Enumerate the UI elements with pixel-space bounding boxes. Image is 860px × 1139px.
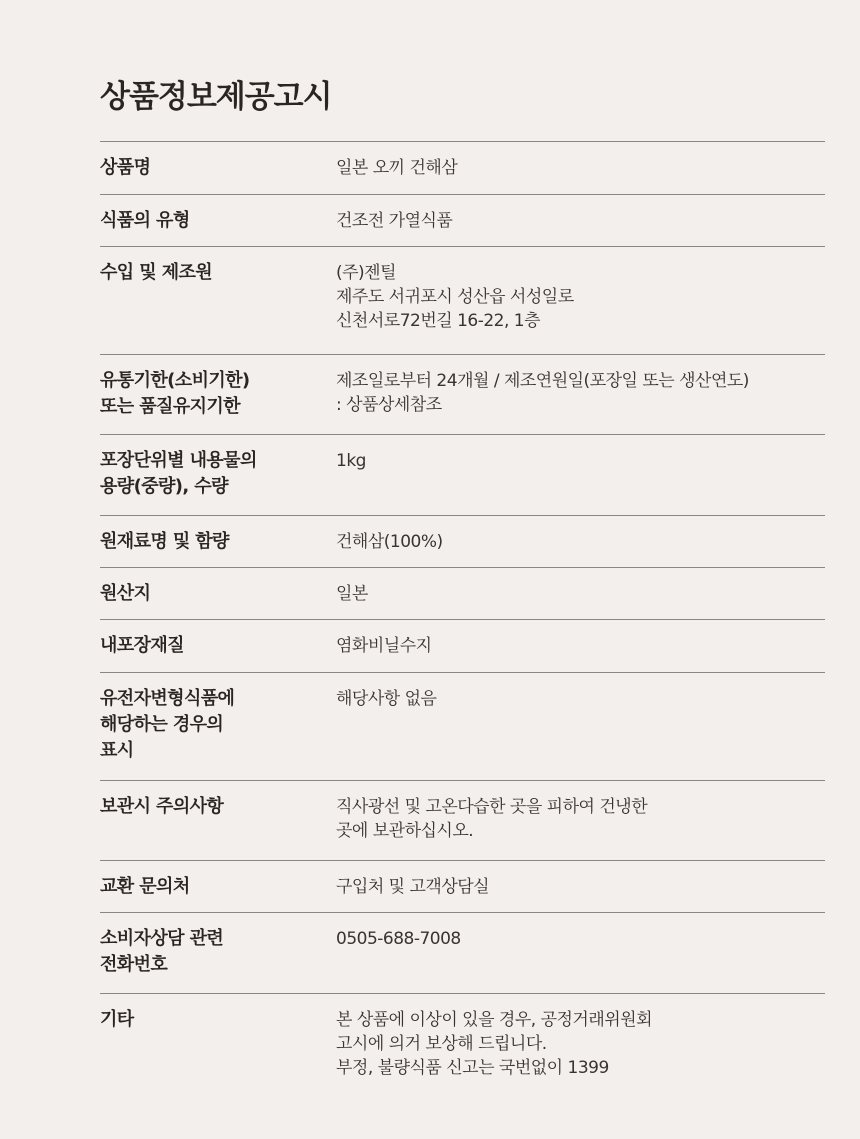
row-label: 교환 문의처 (100, 876, 190, 897)
row-value: 해당사항 없음 (336, 689, 437, 709)
row-label: 내포장재질 (100, 635, 184, 656)
row-value: (주)젠틸 제주도 서귀포시 성산읍 서성일로 신천서로72번길 16-22, 1층 (336, 263, 574, 331)
table-row (100, 354, 825, 434)
row-value: 일본 (336, 584, 368, 604)
table-row (100, 434, 825, 515)
row-value: 제조일로부터 24개월 / 제조연원일(포장일 또는 생산연도) : 상품상세참조 (336, 371, 749, 415)
table-row (100, 567, 825, 619)
table-row (100, 194, 825, 246)
page-title: 상품정보제공고시 (100, 79, 332, 115)
row-value: 일본 오끼 건해삼 (336, 158, 458, 178)
row-label: 식품의 유형 (100, 210, 190, 231)
table-row (100, 619, 825, 672)
row-value: 구입처 및 고객상담실 (336, 877, 490, 897)
row-label: 원재료명 및 함량 (100, 531, 229, 552)
row-label: 소비자상담 관련 전화번호 (100, 928, 224, 975)
table-row (100, 912, 825, 993)
row-label: 유통기한(소비기한) 또는 품질유지기한 (100, 370, 250, 417)
table-row (100, 672, 825, 780)
row-label: 유전자변형식품에 해당하는 경우의 표시 (100, 688, 235, 761)
row-value: 건조전 가열식품 (336, 211, 453, 231)
product-info-table (100, 141, 825, 1093)
row-value: 본 상품에 이상이 있을 경우, 공정거래위원회 고시에 의거 보상해 드립니다. 부정, 불량식품 신고는 국번없이 1399 (336, 1010, 653, 1078)
row-label: 상품명 (100, 157, 151, 178)
row-value: 1kg (336, 451, 366, 471)
row-value: 0505-688-7008 (336, 929, 461, 949)
row-value: 염화비닐수지 (336, 636, 432, 656)
row-label: 원산지 (100, 583, 151, 604)
table-row (100, 993, 825, 1093)
table-row (100, 515, 825, 567)
row-label: 기타 (100, 1009, 134, 1030)
table-row (100, 780, 825, 860)
row-label: 보관시 주의사항 (100, 796, 224, 817)
table-row (100, 141, 825, 194)
table-row (100, 860, 825, 912)
row-label: 포장단위별 내용물의 용량(중량), 수량 (100, 450, 257, 497)
table-row (100, 246, 825, 354)
row-value: 직사광선 및 고온다습한 곳을 피하여 건냉한 곳에 보관하십시오. (336, 797, 648, 841)
row-value: 건해삼(100%) (336, 532, 443, 552)
row-label: 수입 및 제조원 (100, 262, 213, 283)
